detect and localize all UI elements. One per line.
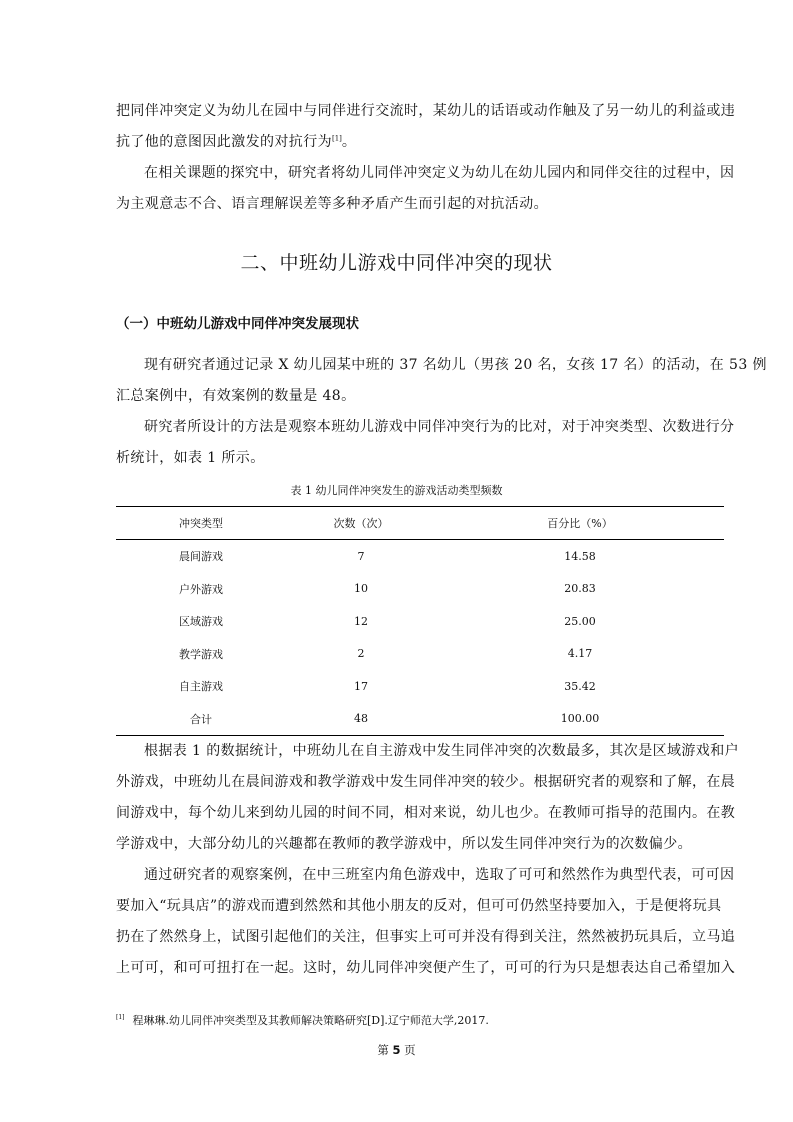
table-cell: 48 bbox=[286, 703, 436, 736]
text-line: 学游戏中，大部分幼儿的兴趣都在教师的教学游戏中，所以发生同伴冲突行为的次数偏少。 bbox=[116, 836, 692, 852]
page-number-prefix: 第 bbox=[377, 1043, 389, 1057]
paragraph-4 bbox=[116, 412, 735, 474]
text-line: 在相关课题的探究中，研究者将幼儿同伴冲突定义为幼儿在幼儿园内和同伴交往的过程中，因 bbox=[144, 165, 735, 181]
table-cell: 合计 bbox=[116, 703, 286, 736]
table-cell: 10 bbox=[354, 582, 368, 596]
column-header: 次数（次） bbox=[286, 507, 436, 540]
table-cell: 晨间游戏 bbox=[179, 550, 223, 564]
text-line: 根据表 1 的数据统计，中班幼儿在自主游戏中发生同伴冲突的次数最多，其次是区域游戏和户 bbox=[144, 743, 740, 759]
footnote bbox=[116, 1012, 489, 1028]
paragraph-6 bbox=[116, 860, 736, 984]
table-total-row bbox=[116, 703, 724, 736]
paragraph-1 bbox=[116, 96, 736, 158]
table-cell: 25.00 bbox=[564, 614, 596, 628]
table-cell: 自主游戏 bbox=[179, 680, 223, 694]
table-cell: 教学游戏 bbox=[179, 647, 223, 661]
table-cell: 区域游戏 bbox=[179, 615, 223, 629]
text-line: 汇总案例中，有效案例的数量是 48。 bbox=[116, 388, 356, 404]
table-row bbox=[116, 638, 724, 671]
table-caption: 表 1 幼儿同伴冲突发生的游戏活动类型频数 bbox=[290, 484, 503, 497]
table-cell: 7 bbox=[357, 549, 365, 563]
text-line: 外游戏，中班幼儿在晨间游戏和教学游戏中发生同伴冲突的较少。根据研究者的观察和了解，在晨 bbox=[116, 774, 736, 790]
table-cell: 35.42 bbox=[564, 679, 596, 693]
text-line: 扔在了然然身上，试图引起他们的关注，但事实上可可并没有得到关注，然然被扔玩具后，立马追 bbox=[116, 929, 736, 945]
section-heading: 二、中班幼儿游戏中同伴冲突的现状 bbox=[240, 252, 553, 274]
table-cell: 户外游戏 bbox=[179, 582, 223, 596]
footnote-text: 程琳琳.幼儿同伴冲突类型及其教师解决策略研究[D].辽宁师范大学,2017. bbox=[132, 1014, 489, 1027]
page-number-suffix: 页 bbox=[404, 1043, 416, 1057]
text-line: 通过研究者的观察案例，在中三班室内角色游戏中，选取了可可和然然作为典型代表，可可因 bbox=[144, 867, 735, 883]
table-row bbox=[116, 670, 724, 703]
text-fragment: 抗了他的意图因此激发的对抗行为 bbox=[116, 134, 332, 150]
footnote-marker: [1] bbox=[116, 1014, 125, 1022]
table-cell: 2 bbox=[357, 647, 365, 661]
text-line: 析统计，如表 1 所示。 bbox=[116, 450, 265, 466]
table-cell: 100.00 bbox=[436, 703, 724, 736]
page-number bbox=[0, 1042, 793, 1058]
text-line: 把同伴冲突定义为幼儿在园中与同伴进行交流时，某幼儿的话语或动作触及了另一幼儿的利益或违 bbox=[116, 103, 736, 119]
data-table bbox=[116, 506, 724, 736]
column-header: 百分比（%） bbox=[436, 507, 724, 540]
text-line: 上可可，和可可扭打在一起。这时，幼儿同伴冲突便产生了，可可的行为只是想表达自己希望加入 bbox=[116, 960, 736, 976]
table-row bbox=[116, 605, 724, 638]
table-row bbox=[116, 573, 724, 606]
table-cell: 4.17 bbox=[567, 647, 593, 661]
text-line: 要加入“玩具店”的游戏而遭到然然和其他小朋友的反对，但可可仍然坚持要加入，于是便将玩具 bbox=[116, 898, 722, 914]
citation-marker[interactable]: [1] bbox=[332, 134, 342, 143]
table-header-row bbox=[116, 507, 724, 540]
table-cell: 20.83 bbox=[564, 582, 596, 596]
page-number-value: 5 bbox=[392, 1043, 401, 1057]
text-line bbox=[116, 127, 720, 158]
text-line: 间游戏中，每个幼儿来到幼儿园的时间不同，相对来说，幼儿也少。在教师可指导的范围内。在教 bbox=[116, 805, 736, 821]
text-line: 现有研究者通过记录 X 幼儿园某中班的 37 名幼儿（男孩 20 名，女孩 17 名）的活动，在 53 例 bbox=[144, 357, 767, 373]
text-fragment: 。 bbox=[341, 134, 357, 150]
table-cell: 14.58 bbox=[564, 549, 596, 563]
subsection-heading: （一）中班幼儿游戏中同伴冲突发展现状 bbox=[116, 316, 359, 332]
table-row bbox=[116, 540, 724, 573]
text-line: 研究者所设计的方法是观察本班幼儿游戏中同伴冲突行为的比对，对于冲突类型、次数进行分 bbox=[144, 419, 735, 435]
column-header: 冲突类型 bbox=[116, 507, 286, 540]
paragraph-5 bbox=[116, 736, 740, 860]
paragraph-2 bbox=[116, 158, 735, 220]
paragraph-3 bbox=[116, 350, 767, 412]
table-cell: 12 bbox=[354, 614, 368, 628]
text-line: 为主观意志不合、语言理解误差等多种矛盾产生而引起的对抗活动。 bbox=[116, 196, 548, 212]
table-cell: 17 bbox=[354, 679, 368, 693]
